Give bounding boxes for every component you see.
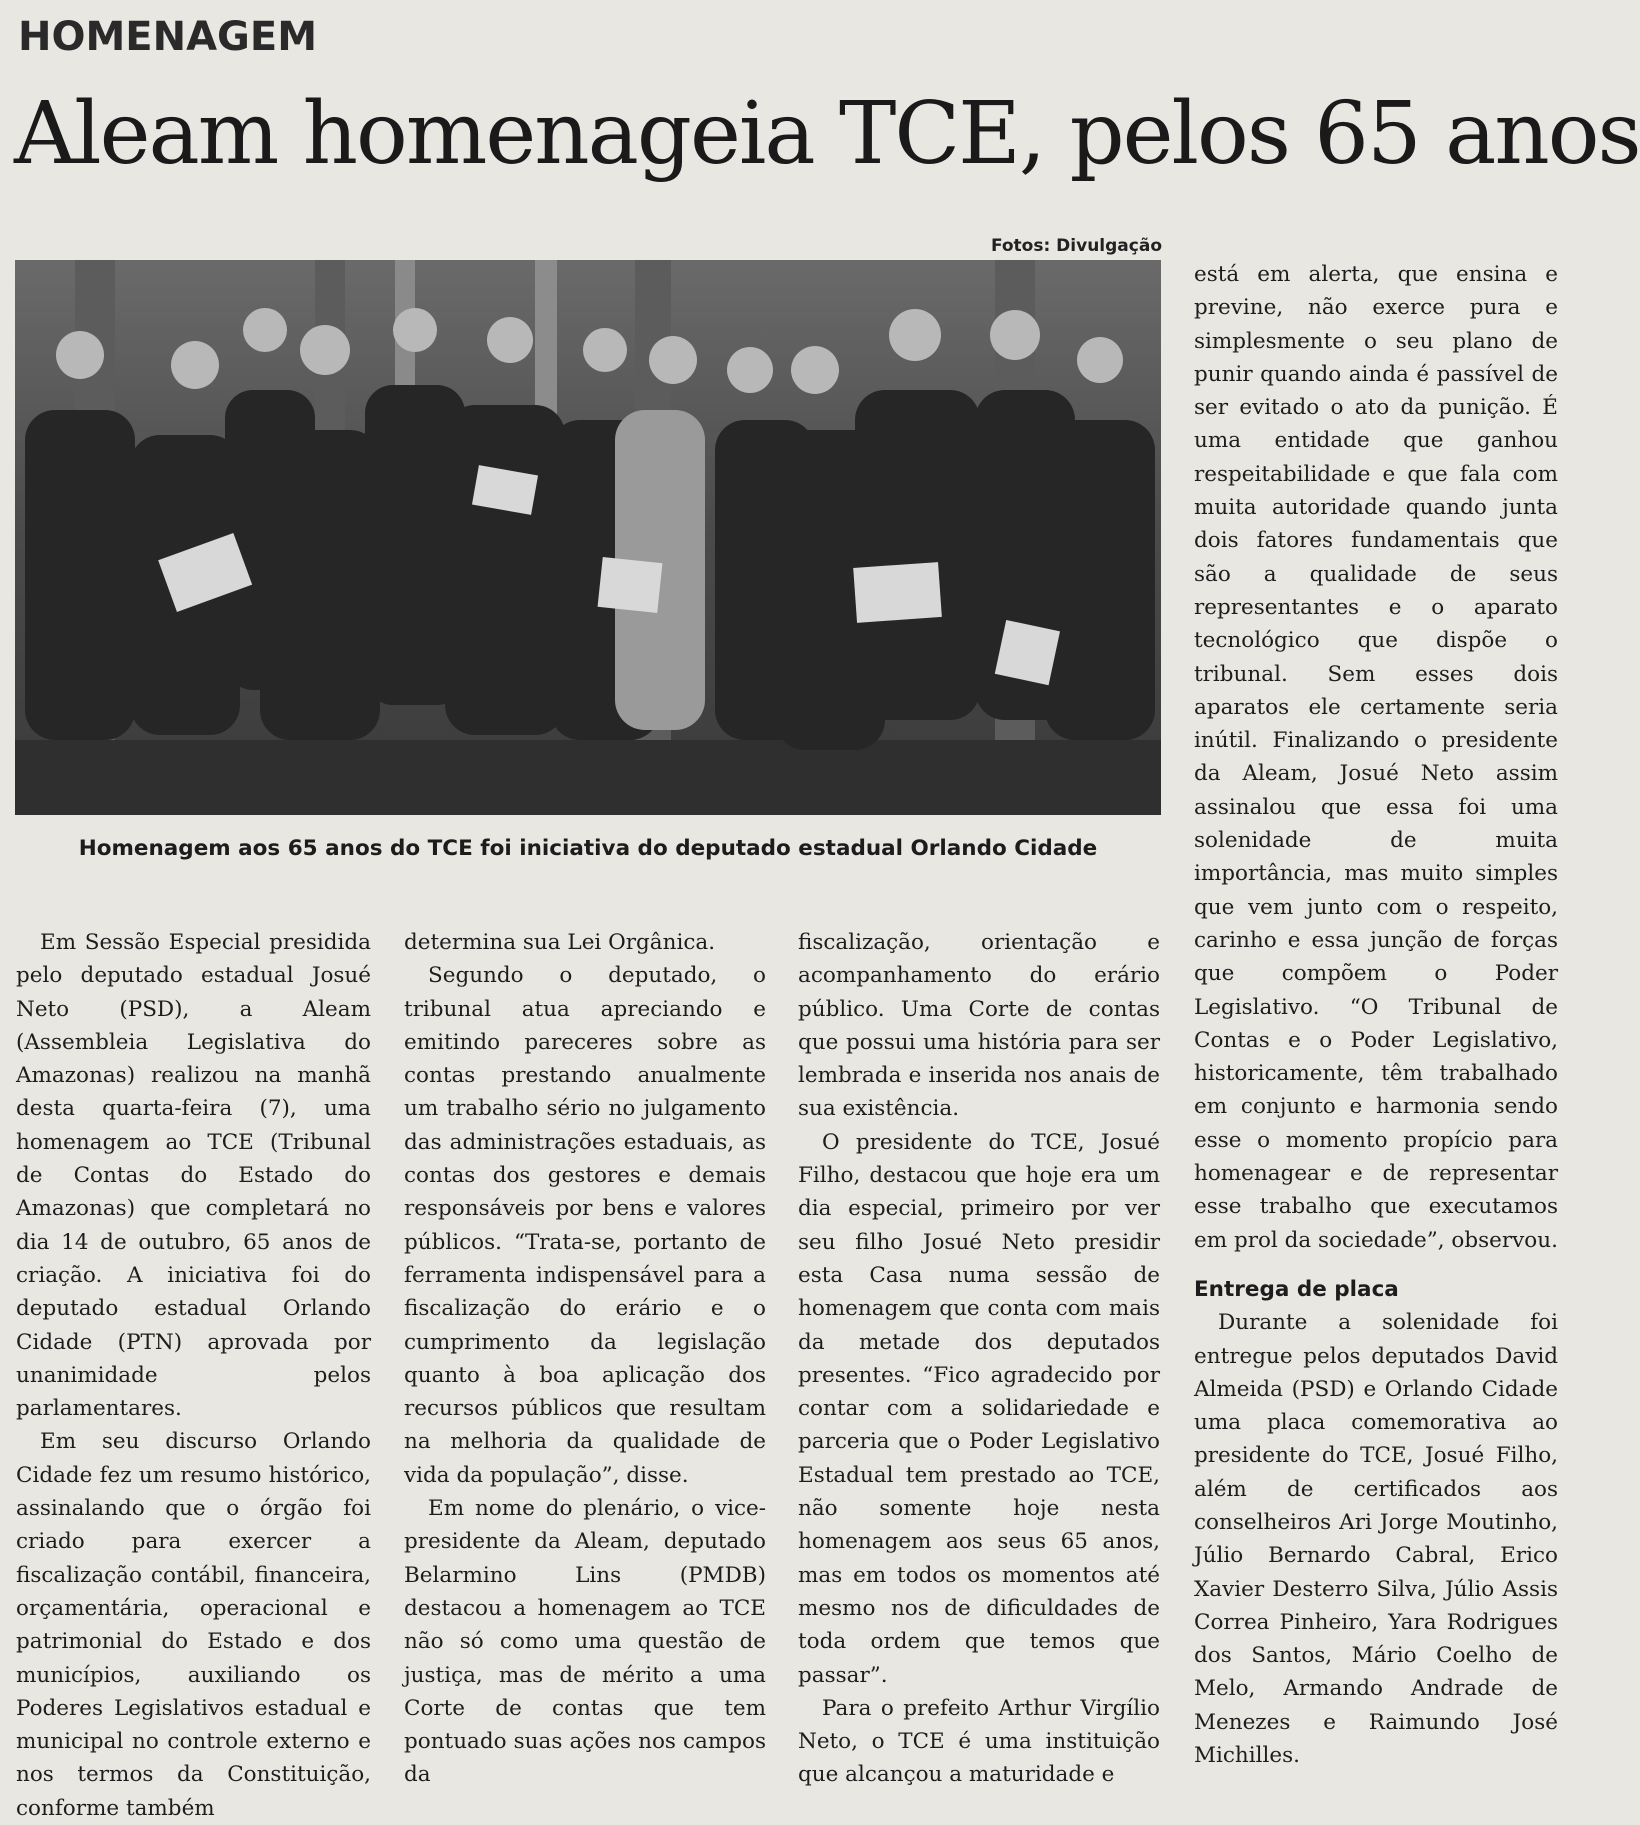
paragraph: fiscalização, orientação e acompanhamento do erário público. Uma Corte de contas que possui uma história para ser lembrada e inserida nos anais de sua existência.: [798, 930, 1160, 1122]
photo-credit: Fotos: Divulgação: [990, 236, 1162, 256]
headline: Aleam homenageia TCE, pelos 65 anos: [14, 84, 1640, 184]
paragraph: Durante a solenidade foi entregue pelos deputados David Almeida (PSD) e Orlando Cidade uma placa comemorativa ao presidente do TCE, Josué Filho, além de certificados aos conselheiros Ari Jorge Moutinho, Júlio Bernardo Cabral, Erico Xavier Desterro Silva, Júlio Assis Correa Pinheiro, Yara Rodrigues dos Santos, Mário Coelho de Melo, Armando Andrade de Menezes e Raimundo José Michilles.: [1194, 1310, 1558, 1769]
article-column-3: [798, 926, 1160, 1788]
subheading: Entrega de placa: [1194, 1276, 1399, 1302]
paragraph: Em Sessão Especial presidida pelo deputado estadual Josué Neto (PSD), a Aleam (Assembleia Legislativa do Amazonas) realizou na manhã desta quarta-feira (7), uma homenagem ao TCE (Tribunal de Contas do Estado do Amazonas) que completará no dia 14 de outubro, 65 anos de criação. A iniciativa foi do deputado estadual Orlando Cidade (PTN) aprovada por unanimidade pelos parlamentares.: [16, 930, 371, 1422]
article-column-1: [16, 926, 371, 1821]
article-column-4: [1194, 258, 1558, 1768]
paragraph: determina sua Lei Orgânica.: [404, 930, 716, 955]
paragraph: O presidente do TCE, Josué Filho, destacou que hoje era um dia especial, primeiro por ver seu filho Josué Neto presidir esta Casa numa sessão de homenagem que conta com mais da metade dos deputados presentes. “Fico agradecido por contar com a solidariedade e parceria que o Poder Legislativo Estadual tem prestado ao TCE, não somente hoje nesta homenagem aos seus 65 anos, mas em todos os momentos até mesmo nos de dificuldades de toda ordem que temos que passar”.: [798, 1129, 1160, 1688]
article-column-2: [404, 926, 766, 1788]
photo-caption: Homenagem aos 65 anos do TCE foi iniciativa do deputado estadual Orlando Cidade: [78, 836, 1098, 861]
group-photo: [15, 260, 1161, 815]
paragraph: está em alerta, que ensina e previne, não exerce pura e simplesmente o seu plano de punir quando ainda é passível de ser evitado o ato da punição. É uma entidade que ganhou respeitabilidade e que fala com muita autoridade quando junta dois fatores fundamentais que são a qualidade de seus representantes e o aparato tecnológico que dispõe o tribunal. Sem esses dois aparatos ele certamente seria inútil. Finalizando o presidente da Aleam, Josué Neto assim assinalou que essa foi uma solenidade de muita importância, mas muito simples que vem junto com o respeito, carinho e essa junção de forças que compõem o Poder Legislativo. “O Tribunal de Contas e o Poder Legislativo, historicamente, têm trabalhado em conjunto e harmonia sendo esse o momento propício para homenagear e de representar esse trabalho que executamos em prol da sociedade”, observou.: [1194, 262, 1558, 1253]
paragraph: Para o prefeito Arthur Virgílio Neto, o TCE é uma instituição que alcançou a maturidade e: [798, 1695, 1160, 1788]
paragraph: Em nome do plenário, o vice-presidente da Aleam, deputado Belarmino Lins (PMDB) destacou a homenagem ao TCE não só como uma questão de justiça, mas de mérito a uma Corte de contas que tem pontuado suas ações nos campos da: [404, 1496, 766, 1788]
paragraph: Em seu discurso Orlando Cidade fez um resumo histórico, assinalando que o órgão foi criado para exercer a fiscalização contábil, financeira, orçamentária, operacional e patrimonial do Estado e dos municípios, auxiliando os Poderes Legislativos estadual e municipal no controle externo e nos termos da Constituição, conforme também: [16, 1429, 371, 1821]
section-label: HOMENAGEM: [18, 14, 318, 60]
paragraph: Segundo o deputado, o tribunal atua apreciando e emitindo pareceres sobre as contas prestando anualmente um trabalho sério no julgamento das administrações estaduais, as contas dos gestores e demais responsáveis por bens e valores públicos. “Trata-se, portanto de ferramenta indispensável para a fiscalização do erário e o cumprimento da legislação quanto à boa aplicação dos recursos públicos que resultam na melhoria da qualidade de vida da população”, disse.: [404, 963, 766, 1488]
